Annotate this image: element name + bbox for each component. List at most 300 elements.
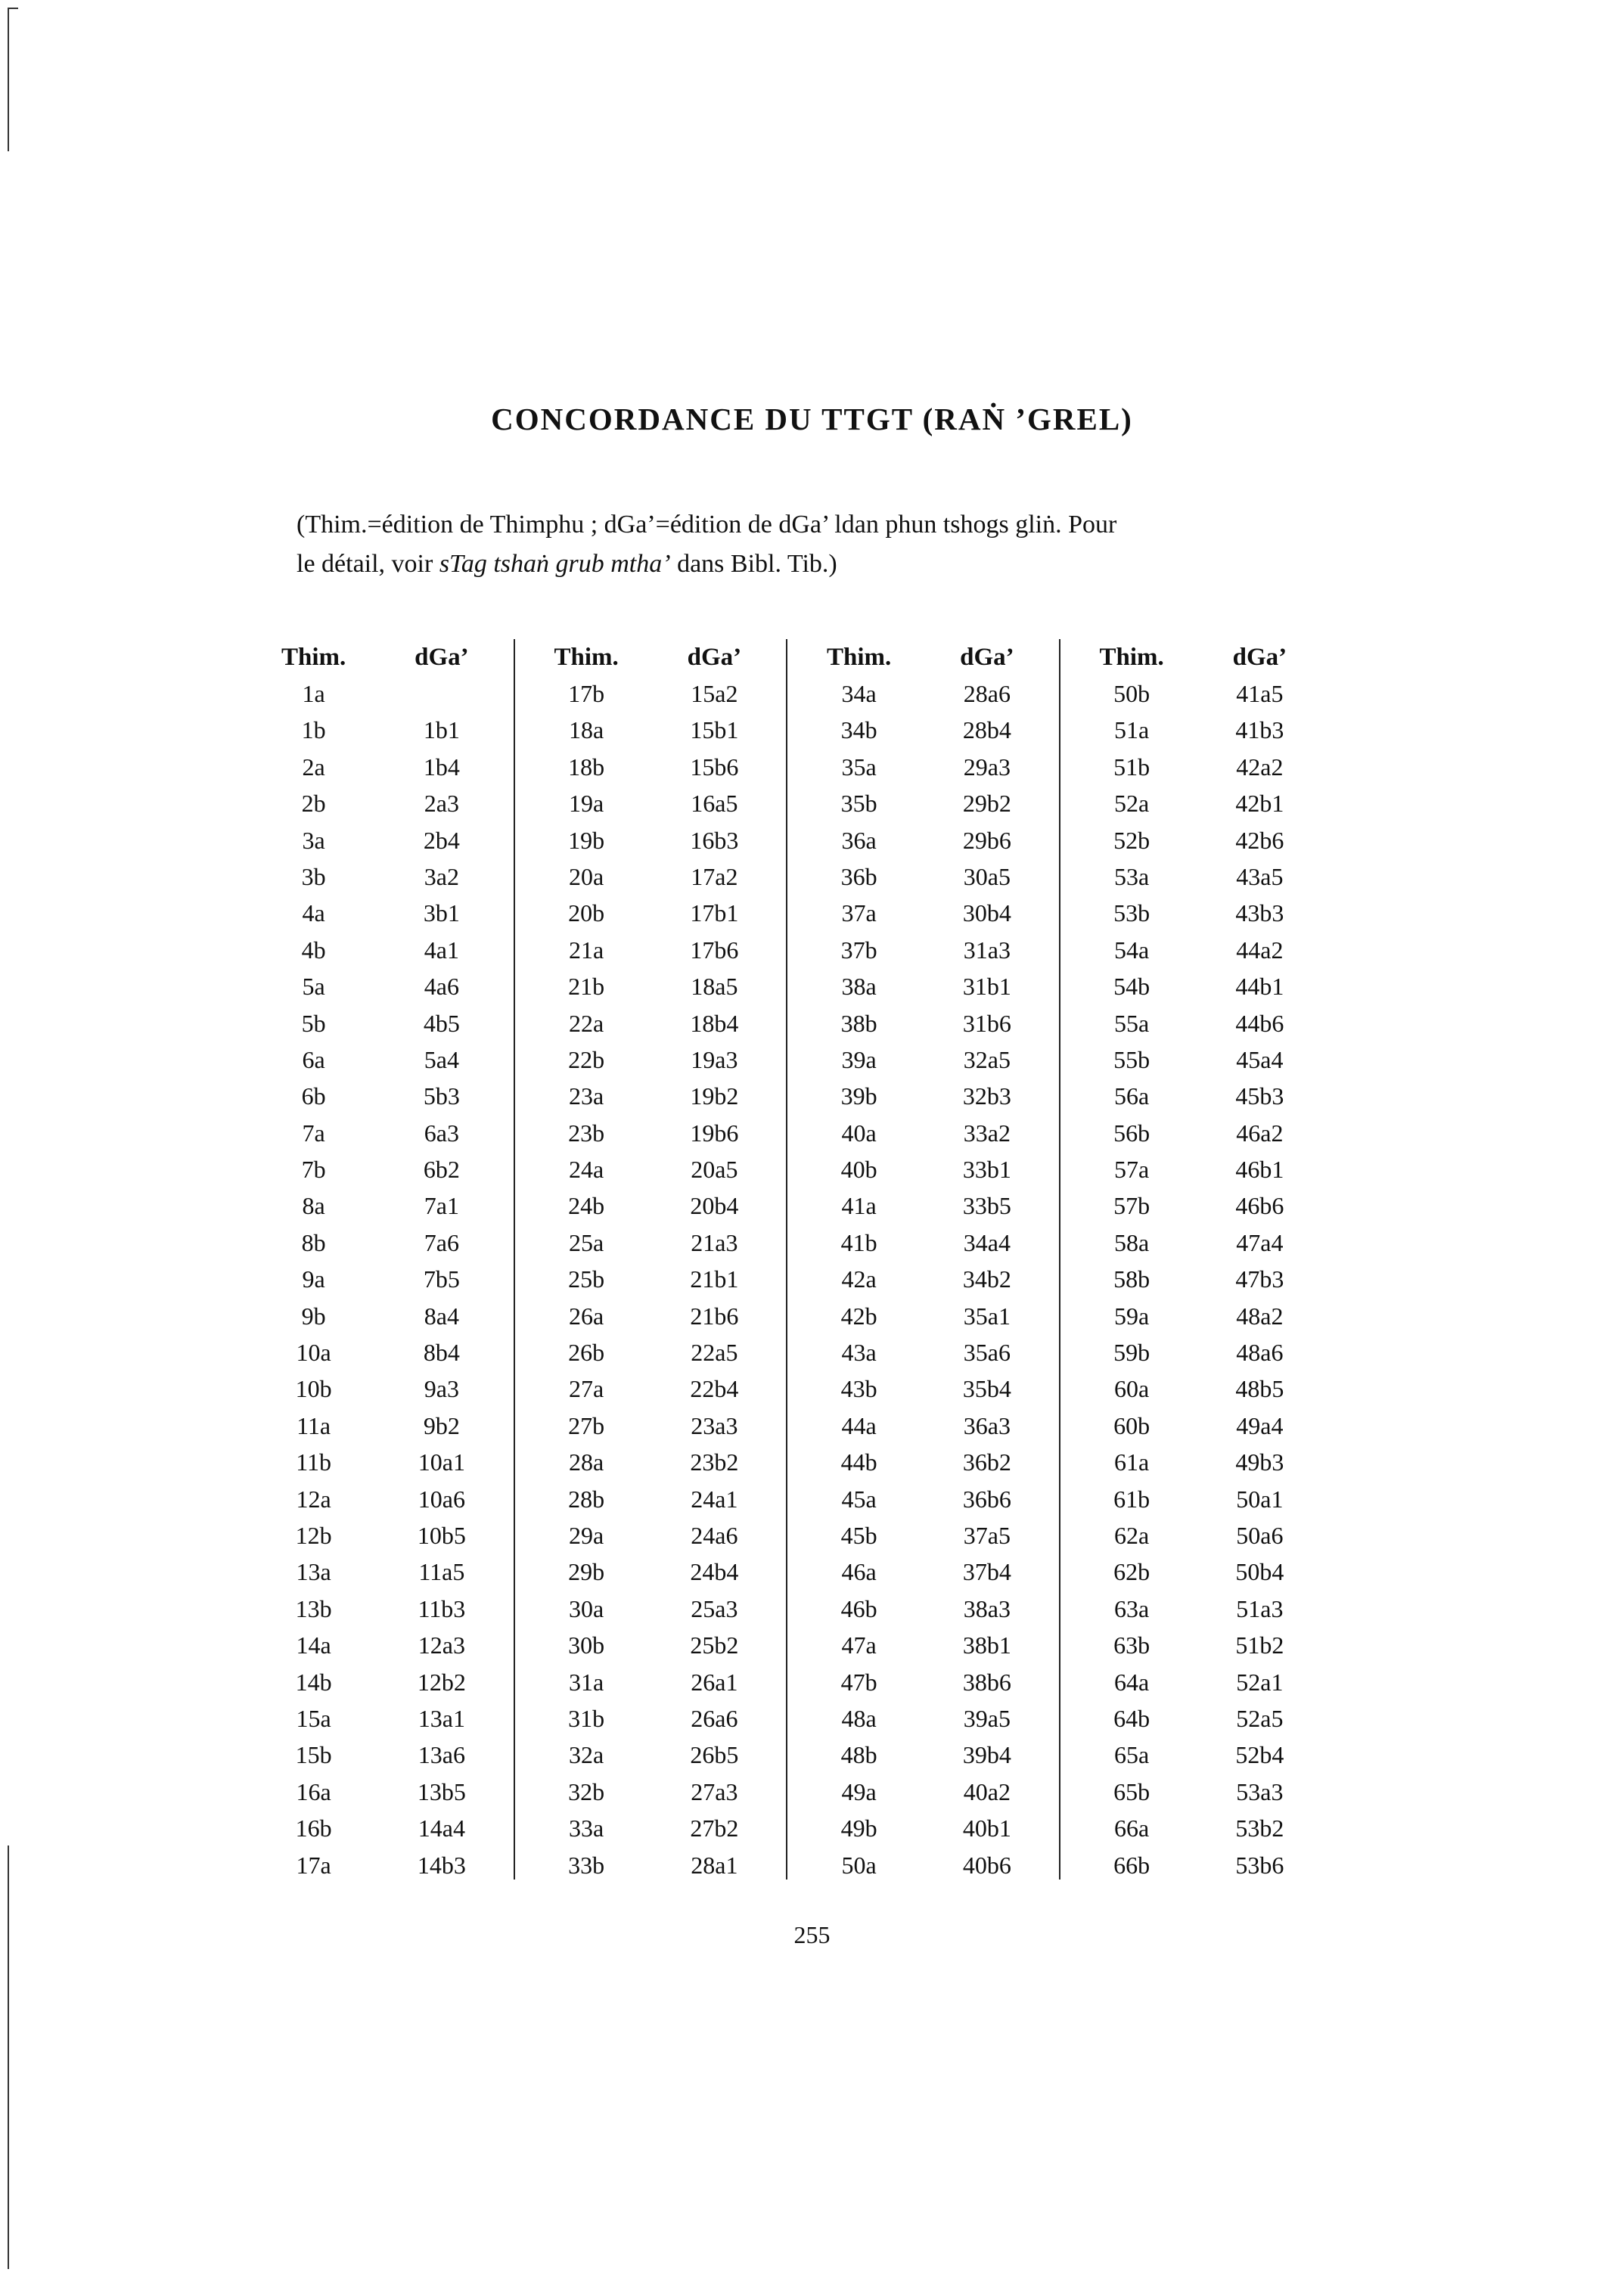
- thim-folio: 28a: [569, 1448, 604, 1476]
- header-thim: Thim.: [281, 644, 346, 671]
- table-row: [250, 1591, 506, 1627]
- dga-folio: 31b1: [962, 973, 1011, 1001]
- thim-folio: 42b: [840, 1302, 877, 1330]
- dga-folio: 18a5: [691, 973, 738, 1001]
- table-row: [795, 1151, 1051, 1187]
- concordance-block: [242, 639, 514, 1880]
- table-row: [795, 968, 1051, 1004]
- table-row: [523, 1444, 779, 1480]
- thim-folio: 48b: [840, 1741, 877, 1769]
- table-row: [523, 1298, 779, 1334]
- dga-folio: 52a5: [1236, 1704, 1284, 1732]
- thim-folio: 18b: [568, 753, 605, 781]
- table-row: [795, 1554, 1051, 1590]
- dga-folio: 16b3: [690, 826, 739, 854]
- table-row: [250, 1115, 506, 1151]
- thim-folio: 26a: [569, 1302, 604, 1330]
- dga-folio: 3a2: [424, 862, 459, 890]
- thim-folio: 14a: [296, 1631, 331, 1659]
- dga-folio: 27a3: [691, 1777, 738, 1805]
- dga-folio: 39b4: [962, 1741, 1011, 1769]
- table-row: [523, 822, 779, 858]
- dga-folio: 45a4: [1236, 1045, 1284, 1073]
- dga-folio: 28a1: [691, 1851, 738, 1879]
- scan-edge-mark: [8, 8, 18, 9]
- thim-folio: 24b: [568, 1192, 605, 1220]
- table-row: [1068, 675, 1324, 712]
- table-row: [523, 895, 779, 931]
- thim-folio: 51b: [1113, 753, 1150, 781]
- dga-folio: 9a3: [424, 1375, 459, 1403]
- table-row: [795, 1041, 1051, 1078]
- thim-folio: 9a: [302, 1265, 325, 1293]
- dga-folio: 40b6: [962, 1851, 1011, 1879]
- thim-folio: 54b: [1113, 973, 1150, 1001]
- table-row: [795, 712, 1051, 748]
- dga-folio: 46b1: [1235, 1156, 1284, 1184]
- table-row: [1068, 1187, 1324, 1224]
- table-row: [795, 1334, 1051, 1371]
- table-row: [250, 932, 506, 968]
- dga-folio: 32b3: [962, 1082, 1011, 1110]
- dga-folio: 44b6: [1235, 1009, 1284, 1037]
- table-row: [523, 1187, 779, 1224]
- dga-folio: [377, 675, 505, 712]
- thim-folio: 33a: [569, 1814, 604, 1842]
- table-row: [1068, 1298, 1324, 1334]
- dga-folio: 31a3: [963, 936, 1011, 964]
- table-row: [795, 1481, 1051, 1517]
- dga-folio: 7b5: [423, 1265, 460, 1293]
- thim-folio: 58a: [1114, 1228, 1150, 1256]
- dga-folio: 53a3: [1236, 1777, 1284, 1805]
- column-header-row: [795, 639, 1051, 675]
- table-row: [795, 1261, 1051, 1297]
- thim-folio: 7b: [301, 1156, 326, 1184]
- table-row: [1068, 1627, 1324, 1663]
- thim-folio: 14b: [295, 1668, 332, 1696]
- dga-folio: 17b1: [690, 899, 739, 927]
- dga-folio: 42a2: [1236, 753, 1284, 781]
- thim-folio: 44b: [840, 1448, 877, 1476]
- dga-folio: 13a1: [418, 1704, 465, 1732]
- dga-folio: 6b2: [423, 1156, 460, 1184]
- table-row: [795, 1664, 1051, 1700]
- table-row: [795, 1737, 1051, 1773]
- table-row: [523, 1810, 779, 1846]
- table-row: [250, 1371, 506, 1407]
- table-row: [250, 785, 506, 821]
- thim-folio: 40b: [840, 1156, 877, 1184]
- dga-folio: 35a6: [963, 1339, 1011, 1367]
- thim-folio: 49a: [841, 1777, 877, 1805]
- thim-folio: 27b: [568, 1411, 605, 1439]
- dga-folio: 20a5: [691, 1156, 738, 1184]
- table-row: [250, 1187, 506, 1224]
- table-row: [250, 822, 506, 858]
- table-row: [795, 895, 1051, 931]
- table-row: [1068, 1151, 1324, 1187]
- dga-folio: 43a5: [1236, 862, 1284, 890]
- dga-folio: 25a3: [691, 1594, 738, 1622]
- thim-folio: 45a: [841, 1485, 877, 1513]
- thim-folio: 30a: [569, 1594, 604, 1622]
- thim-folio: 13a: [296, 1558, 331, 1586]
- thim-folio: 15a: [296, 1704, 331, 1732]
- dga-folio: 17a2: [691, 862, 738, 890]
- thim-folio: 17b: [568, 680, 605, 707]
- dga-folio: 10a6: [418, 1485, 465, 1513]
- thim-folio: 17a: [296, 1851, 331, 1879]
- table-row: [795, 1005, 1051, 1041]
- scan-edge-line: [8, 8, 9, 151]
- thim-folio: 35b: [840, 790, 877, 818]
- dga-folio: 44a2: [1236, 936, 1284, 964]
- page-title: CONCORDANCE DU TTGT (RAṄ ’GREL): [491, 402, 1133, 436]
- dga-folio: 24b4: [690, 1558, 739, 1586]
- thim-folio: 25b: [568, 1265, 605, 1293]
- table-row: [523, 968, 779, 1004]
- table-row: [523, 1371, 779, 1407]
- thim-folio: 25a: [569, 1228, 604, 1256]
- header-dga: dGa’: [1232, 644, 1287, 671]
- thim-folio: 12b: [295, 1521, 332, 1549]
- thim-folio: 23b: [568, 1119, 605, 1147]
- table-row: [250, 749, 506, 785]
- table-row: [1068, 895, 1324, 931]
- table-row: [1068, 1737, 1324, 1773]
- table-row: [523, 785, 779, 821]
- table-row: [1068, 1481, 1324, 1517]
- dga-folio: 11b3: [418, 1594, 466, 1622]
- thim-folio: 44a: [841, 1411, 877, 1439]
- dga-folio: 9b2: [423, 1411, 460, 1439]
- dga-folio: 48a6: [1236, 1339, 1284, 1367]
- dga-folio: 39a5: [963, 1704, 1011, 1732]
- table-row: [1068, 968, 1324, 1004]
- thim-folio: 5a: [302, 973, 325, 1001]
- dga-folio: 22b4: [690, 1375, 739, 1403]
- table-row: [250, 1334, 506, 1371]
- table-row: [795, 1591, 1051, 1627]
- dga-folio: 14a4: [418, 1814, 465, 1842]
- dga-folio: 36b2: [962, 1448, 1011, 1476]
- table-row: [250, 675, 506, 712]
- dga-folio: 49b3: [1235, 1448, 1284, 1476]
- table-row: [1068, 1700, 1324, 1737]
- thim-folio: 51a: [1114, 716, 1150, 744]
- intro-title-reference: sTag tshaṅ grub mtha’: [439, 550, 671, 578]
- thim-folio: 32a: [569, 1741, 604, 1769]
- dga-folio: 24a1: [691, 1485, 738, 1513]
- thim-folio: 46b: [840, 1594, 877, 1622]
- table-row: [523, 1005, 779, 1041]
- table-row: [523, 1115, 779, 1151]
- table-row: [523, 932, 779, 968]
- table-row: [795, 1187, 1051, 1224]
- dga-folio: 28b4: [962, 716, 1011, 744]
- thim-folio: 48a: [841, 1704, 877, 1732]
- dga-folio: 32a5: [963, 1045, 1011, 1073]
- thim-folio: 40a: [841, 1119, 877, 1147]
- table-row: [1068, 1225, 1324, 1261]
- thim-folio: 46a: [841, 1558, 877, 1586]
- table-row: [523, 1591, 779, 1627]
- header-thim: Thim.: [826, 644, 892, 671]
- table-row: [795, 1078, 1051, 1114]
- dga-folio: 50a6: [1236, 1521, 1284, 1549]
- dga-folio: 52b4: [1235, 1741, 1284, 1769]
- dga-folio: 2a3: [424, 790, 459, 818]
- table-row: [1068, 1554, 1324, 1590]
- dga-folio: 28a6: [963, 680, 1011, 707]
- thim-folio: 22b: [568, 1045, 605, 1073]
- table-row: [250, 1225, 506, 1261]
- dga-folio: 48a2: [1236, 1302, 1284, 1330]
- table-row: [523, 1700, 779, 1737]
- concordance-block: [1059, 639, 1332, 1880]
- table-row: [1068, 1408, 1324, 1444]
- dga-folio: 44b1: [1235, 973, 1284, 1001]
- dga-folio: 38b6: [962, 1668, 1011, 1696]
- dga-folio: 38a3: [963, 1594, 1011, 1622]
- thim-folio: 29a: [569, 1521, 604, 1549]
- dga-folio: 36a3: [963, 1411, 1011, 1439]
- dga-folio: 42b1: [1235, 790, 1284, 818]
- dga-folio: 26a6: [691, 1704, 738, 1732]
- table-row: [795, 1810, 1051, 1846]
- dga-folio: 21a3: [691, 1228, 738, 1256]
- table-row: [1068, 1005, 1324, 1041]
- thim-folio: 60a: [1114, 1375, 1150, 1403]
- dga-folio: 41b3: [1235, 716, 1284, 744]
- thim-folio: 28b: [568, 1485, 605, 1513]
- thim-folio: 36a: [841, 826, 877, 854]
- table-row: [523, 749, 779, 785]
- dga-folio: 15a2: [691, 680, 738, 707]
- table-row: [250, 1041, 506, 1078]
- table-row: [250, 1078, 506, 1114]
- thim-folio: 66b: [1113, 1851, 1150, 1879]
- table-row: [523, 1408, 779, 1444]
- dga-folio: 12a3: [418, 1631, 465, 1659]
- table-row: [795, 1225, 1051, 1261]
- thim-folio: 29b: [568, 1558, 605, 1586]
- thim-folio: 16a: [296, 1777, 331, 1805]
- table-row: [795, 785, 1051, 821]
- table-row: [795, 1847, 1051, 1883]
- table-row: [523, 1554, 779, 1590]
- thim-folio: 3b: [301, 862, 326, 890]
- header-thim: Thim.: [1099, 644, 1164, 671]
- table-row: [1068, 785, 1324, 821]
- table-row: [1068, 822, 1324, 858]
- thim-folio: 64a: [1114, 1668, 1150, 1696]
- dga-folio: 33b5: [962, 1192, 1011, 1220]
- thim-folio: 43b: [840, 1375, 877, 1403]
- dga-folio: 33a2: [963, 1119, 1011, 1147]
- table-row: [250, 895, 506, 931]
- thim-folio: 50b: [1113, 680, 1150, 707]
- dga-folio: 12b2: [417, 1668, 466, 1696]
- thim-folio: 57b: [1113, 1192, 1150, 1220]
- dga-folio: 4b5: [423, 1009, 460, 1037]
- page-number: 255: [793, 1921, 831, 1948]
- column-header-row: [1068, 639, 1324, 675]
- table-row: [250, 1774, 506, 1810]
- thim-folio: 33b: [568, 1851, 605, 1879]
- thim-folio: 62a: [1114, 1521, 1150, 1549]
- table-row: [250, 1005, 506, 1041]
- table-row: [250, 712, 506, 748]
- thim-folio: 2b: [301, 790, 326, 818]
- table-row: [1068, 858, 1324, 895]
- dga-folio: 7a6: [424, 1228, 459, 1256]
- dga-folio: 19b2: [690, 1082, 739, 1110]
- table-row: [523, 1627, 779, 1663]
- thim-folio: 10a: [296, 1339, 331, 1367]
- dga-folio: 11a5: [418, 1558, 465, 1586]
- thim-folio: 37b: [840, 936, 877, 964]
- thim-folio: 22a: [569, 1009, 604, 1037]
- thim-folio: 13b: [295, 1594, 332, 1622]
- dga-folio: 51a3: [1236, 1594, 1284, 1622]
- dga-folio: 20b4: [690, 1192, 739, 1220]
- table-row: [1068, 749, 1324, 785]
- table-row: [1068, 1591, 1324, 1627]
- dga-folio: 42b6: [1235, 826, 1284, 854]
- dga-folio: 31b6: [962, 1009, 1011, 1037]
- dga-folio: 7a1: [424, 1192, 459, 1220]
- dga-folio: 29a3: [963, 753, 1011, 781]
- dga-folio: 8b4: [423, 1339, 460, 1367]
- thim-folio: 37a: [841, 899, 877, 927]
- thim-folio: 8a: [302, 1192, 325, 1220]
- thim-folio: 65a: [1114, 1741, 1150, 1769]
- thim-folio: 38b: [840, 1009, 877, 1037]
- table-row: [523, 1151, 779, 1187]
- dga-folio: 24a6: [691, 1521, 738, 1549]
- dga-folio: 53b6: [1235, 1851, 1284, 1879]
- table-row: [250, 858, 506, 895]
- thim-folio: 63a: [1114, 1594, 1150, 1622]
- dga-folio: 48b5: [1235, 1375, 1284, 1403]
- thim-folio: 49b: [840, 1814, 877, 1842]
- thim-folio: 63b: [1113, 1631, 1150, 1659]
- dga-folio: 10a1: [418, 1448, 465, 1476]
- thim-folio: 41b: [840, 1228, 877, 1256]
- thim-folio: 32b: [568, 1777, 605, 1805]
- dga-folio: 23a3: [691, 1411, 738, 1439]
- thim-folio: 55b: [1113, 1045, 1150, 1073]
- thim-folio: 54a: [1114, 936, 1150, 964]
- table-row: [795, 1444, 1051, 1480]
- table-row: [523, 1078, 779, 1114]
- dga-folio: 35b4: [962, 1375, 1011, 1403]
- table-row: [523, 712, 779, 748]
- table-row: [250, 1627, 506, 1663]
- table-row: [250, 1737, 506, 1773]
- thim-folio: 53b: [1113, 899, 1150, 927]
- dga-folio: 47a4: [1236, 1228, 1284, 1256]
- thim-folio: 38a: [841, 973, 877, 1001]
- header-dga: dGa’: [415, 644, 469, 671]
- thim-folio: 1a: [302, 680, 325, 707]
- table-row: [1068, 1371, 1324, 1407]
- dga-folio: 41a5: [1236, 680, 1284, 707]
- thim-folio: 2a: [302, 753, 325, 781]
- thim-folio: 26b: [568, 1339, 605, 1367]
- thim-folio: 59b: [1113, 1339, 1150, 1367]
- table-row: [1068, 1847, 1324, 1883]
- table-row: [250, 1151, 506, 1187]
- thim-folio: 15b: [295, 1741, 332, 1769]
- thim-folio: 66a: [1114, 1814, 1150, 1842]
- thim-folio: 57a: [1114, 1156, 1150, 1184]
- thim-folio: 39b: [840, 1082, 877, 1110]
- thim-folio: 12a: [296, 1485, 331, 1513]
- dga-folio: 45b3: [1235, 1082, 1284, 1110]
- table-row: [523, 675, 779, 712]
- dga-folio: 46b6: [1235, 1192, 1284, 1220]
- dga-folio: 8a4: [424, 1302, 459, 1330]
- dga-folio: 5a4: [424, 1045, 459, 1073]
- dga-folio: 49a4: [1236, 1411, 1284, 1439]
- thim-folio: 24a: [569, 1156, 604, 1184]
- thim-folio: 43a: [841, 1339, 877, 1367]
- thim-folio: 60b: [1113, 1411, 1150, 1439]
- thim-folio: 9b: [301, 1302, 326, 1330]
- dga-folio: 17b6: [690, 936, 739, 964]
- table-row: [250, 1810, 506, 1846]
- dga-folio: 10b5: [417, 1521, 466, 1549]
- column-header-row: [523, 639, 779, 675]
- dga-folio: 37b4: [962, 1558, 1011, 1586]
- table-row: [795, 1517, 1051, 1554]
- table-row: [1068, 1774, 1324, 1810]
- dga-folio: 14b3: [417, 1851, 466, 1879]
- table-row: [1068, 1664, 1324, 1700]
- thim-folio: 35a: [841, 753, 877, 781]
- table-row: [795, 822, 1051, 858]
- dga-folio: 29b2: [962, 790, 1011, 818]
- thim-folio: 53a: [1114, 862, 1150, 890]
- thim-folio: 1b: [301, 716, 326, 744]
- dga-folio: 2b4: [423, 826, 460, 854]
- thim-folio: 41a: [841, 1192, 877, 1220]
- intro-line-2-start: le détail, voir: [297, 550, 433, 578]
- table-row: [250, 1700, 506, 1737]
- thim-folio: 4a: [302, 899, 325, 927]
- thim-folio: 34a: [841, 680, 877, 707]
- table-row: [250, 968, 506, 1004]
- thim-folio: 36b: [840, 862, 877, 890]
- dga-folio: 3b1: [423, 899, 460, 927]
- thim-folio: 23a: [569, 1082, 604, 1110]
- dga-folio: 35a1: [963, 1302, 1011, 1330]
- thim-folio: 47b: [840, 1668, 877, 1696]
- concordance-block: [786, 639, 1059, 1880]
- thim-folio: 55a: [1114, 1009, 1150, 1037]
- table-row: [1068, 1334, 1324, 1371]
- thim-folio: 8b: [301, 1228, 326, 1256]
- thim-folio: 56b: [1113, 1119, 1150, 1147]
- thim-folio: 19b: [568, 826, 605, 854]
- intro-note: [297, 505, 1280, 584]
- table-row: [1068, 932, 1324, 968]
- dga-folio: 34a4: [963, 1228, 1011, 1256]
- header-dga: dGa’: [687, 644, 742, 671]
